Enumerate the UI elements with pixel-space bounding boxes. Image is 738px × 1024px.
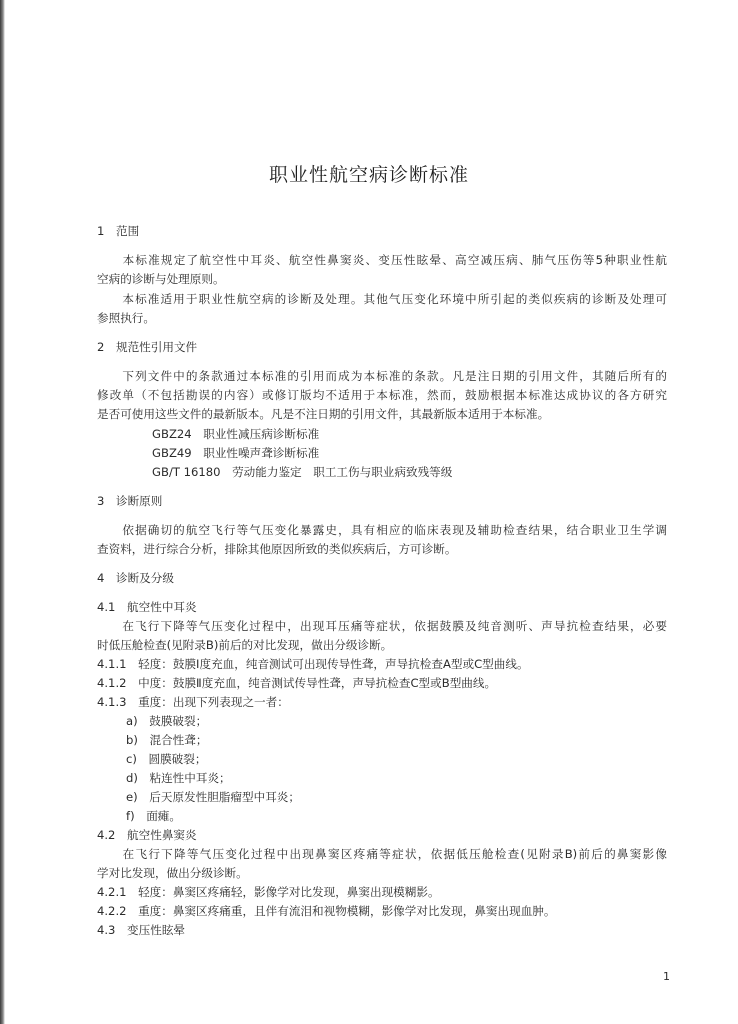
- page-number: 1: [663, 970, 670, 983]
- s42-paragraph-line-2: 学对比发现，做出分级诊断。: [97, 866, 248, 880]
- section-2-heading: 2 规范性引用文件: [97, 340, 198, 354]
- section-4-2-heading: 4.2 航空性鼻窦炎: [97, 828, 197, 842]
- s2-paragraph-line-3: 是否可使用这些文件的最新版本。凡是不注日期的引用文件，其最新版本适用于本标准。: [97, 407, 550, 421]
- section-4-3-heading: 4.3 变压性眩晕: [97, 923, 186, 937]
- s1-paragraph-2-line-2: 参照执行。: [97, 311, 155, 325]
- s42-paragraph-line-1: 在飞行下降等气压变化过程中出现鼻窦区疼痛等症状，依据低压舱检查(见附录B)前后的鼻窦影像: [97, 847, 667, 861]
- list-item-a: a) 鼓膜破裂；: [126, 714, 208, 728]
- s2-paragraph-line-1: 下列文件中的条款通过本标准的引用而成为本标准的条款。凡是注日期的引用文件，其随后所有的: [97, 369, 667, 383]
- s1-paragraph-2-line-1: 本标准适用于职业性航空病的诊断及处理。其他气压变化环境中所引起的类似疾病的诊断及处理可: [97, 292, 667, 306]
- list-item-b: b) 混合性聋；: [126, 733, 208, 747]
- list-item-d: d) 粘连性中耳炎；: [126, 771, 231, 785]
- item-4-1-1: 4.1.1 轻度：鼓膜Ⅰ度充血，纯音测试可出现传导性聋，声导抗检查A型或C型曲线。: [97, 657, 529, 671]
- list-item-e: e) 后天原发性胆脂瘤型中耳炎；: [126, 790, 300, 804]
- section-4-heading: 4 诊断及分级: [97, 571, 174, 585]
- item-4-1-3: 4.1.3 重度：出现下列表现之一者：: [97, 695, 289, 709]
- item-4-1-2: 4.1.2 中度：鼓膜Ⅱ度充血，纯音测试传导性聋，声导抗检查C型或B型曲线。: [97, 676, 497, 690]
- item-4-2-1: 4.2.1 轻度：鼻窦区疼痛轻，影像学对比发现，鼻窦出现模糊影。: [97, 885, 440, 899]
- item-4-2-2: 4.2.2 重度：鼻窦区疼痛重，且伴有流泪和视物模糊，影像学对比发现，鼻窦出现血肿。: [97, 904, 556, 918]
- scan-edge: [0, 0, 5, 1024]
- section-4-1-heading: 4.1 航空性中耳炎: [97, 600, 197, 614]
- page-title: 职业性航空病诊断标准: [268, 164, 469, 186]
- list-item-c: c) 圆膜破裂；: [126, 752, 207, 766]
- s41-paragraph-line-1: 在飞行下降等气压变化过程中，出现耳压痛等症状，依据鼓膜及纯音测听、声导抗检查结果，必要: [97, 619, 667, 633]
- section-3-heading: 3 诊断原则: [97, 494, 163, 508]
- s3-paragraph-line-1: 依据确切的航空飞行等气压变化暴露史，具有相应的临床表现及辅助检查结果，结合职业卫生学调: [97, 523, 667, 537]
- list-item-f: f) 面瘫。: [126, 809, 181, 823]
- s41-paragraph-line-2: 时低压舱检查(见附录B)前后的对比发现，做出分级诊断。: [97, 638, 393, 652]
- section-1-heading: 1 范围: [97, 224, 140, 238]
- s1-paragraph-1-line-1: 本标准规定了航空性中耳炎、航空性鼻窦炎、变压性眩晕、高空减压病、肺气压伤等5种职业性航: [97, 253, 667, 267]
- reference-gbt16180: GB/T 16180 劳动能力鉴定 职工工伤与职业病致残等级: [152, 465, 453, 479]
- s1-paragraph-1-line-2: 空病的诊断与处理原则。: [97, 272, 225, 286]
- s3-paragraph-line-2: 查资料，进行综合分析，排除其他原因所致的类似疾病后，方可诊断。: [97, 542, 457, 556]
- reference-gbz49: GBZ49 职业性噪声聋诊断标准: [152, 446, 320, 460]
- reference-gbz24: GBZ24 职业性减压病诊断标准: [152, 427, 320, 441]
- s2-paragraph-line-2: 修改单（不包括勘误的内容）或修订版均不适用于本标准，然而，鼓励根据本标准达成协议的各方研究: [97, 388, 667, 402]
